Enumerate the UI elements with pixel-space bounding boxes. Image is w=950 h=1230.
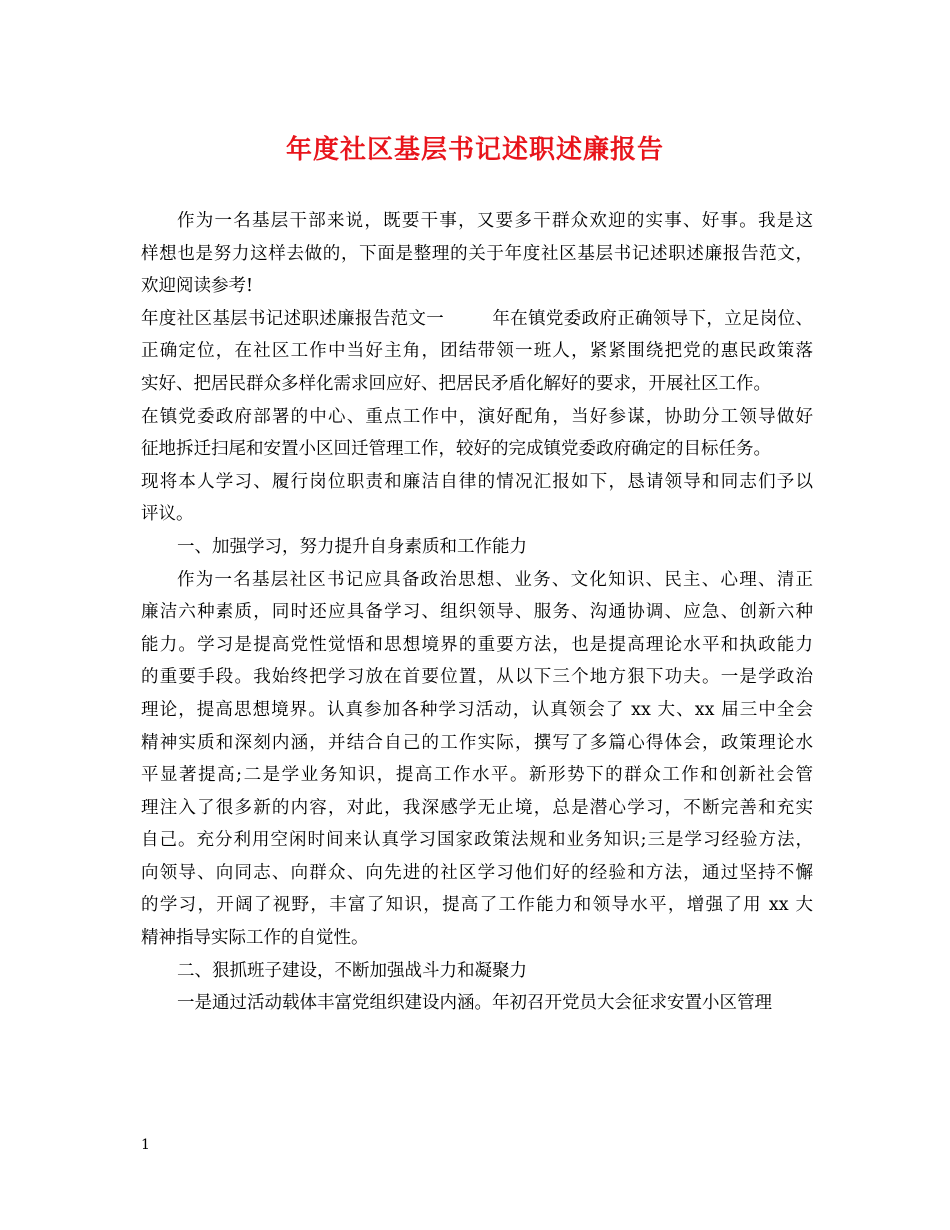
section-heading: 一、加强学习，努力提升自身素质和工作能力 [177, 536, 527, 557]
paragraph-line: 理注入了很多新的内容，对此，我深感学无止境，总是潜心学习，不断完善和充实 [141, 797, 813, 818]
document-body [141, 205, 813, 1020]
paragraph-line: 精神实质和深刻内涵，并结合自己的工作实际，撰写了多篇心得体会，政策理论水 [141, 732, 813, 753]
paragraph-line: 样想也是努力这样去做的，下面是整理的关于年度社区基层书记述职述廉报告范文， [141, 243, 813, 264]
paragraph-line: 自己。充分利用空闲时间来认真学习国家政策法规和业务知识;三是学习经验方法， [141, 830, 813, 851]
paragraph-line [141, 303, 813, 336]
paragraph-line: 作为一名基层干部来说，既要干事，又要多干群众欢迎的实事、好事。我是这 [177, 211, 813, 231]
paragraph-line: 能力。学习是提高党性觉悟和思想境界的重要方法，也是提高理论水平和执政能力 [141, 634, 813, 655]
paragraph-line: 正确定位，在社区工作中当好主角，团结带领一班人，紧紧围绕把党的惠民政策落 [141, 341, 813, 362]
section-heading: 二、狠抓班子建设，不断加强战斗力和凝聚力 [177, 960, 527, 981]
paragraph-line: 在镇党委政府部署的中心、重点工作中，演好配角，当好参谋，协助分工领导做好 [141, 406, 813, 427]
paragraph-line: 廉洁六种素质，同时还应具备学习、组织领导、服务、沟通协调、应急、创新六种 [141, 602, 813, 623]
paragraph-line: 向领导、向同志、向群众、向先进的社区学习他们好的经验和方法，通过坚持不懈 [141, 862, 813, 883]
paragraph-line: 理论，提高思想境界。认真参加各种学习活动，认真领会了 xx 大、xx 届三中全会 [141, 699, 813, 720]
paragraph-line: 欢迎阅读参考! [141, 276, 254, 297]
paragraph-line: 平显著提高;二是学业务知识，提高工作水平。新形势下的群众工作和创新社会管 [141, 765, 813, 786]
paragraph-line: 作为一名基层社区书记应具备政治思想、业务、文化知识、民主、心理、清正 [177, 569, 813, 590]
paragraph-line: 征地拆迁扫尾和安置小区回迁管理工作，较好的完成镇党委政府确定的目标任务。 [141, 439, 771, 460]
paragraph-line: 评议。 [141, 504, 194, 525]
paragraph-line: 一是通过活动载体丰富党组织建设内涵。年初召开党员大会征求安置小区管理 [177, 993, 772, 1014]
paragraph-line: 实好、把居民群众多样化需求回应好、把居民矛盾化解好的要求，开展社区工作。 [141, 373, 771, 394]
paragraph-line: 现将本人学习、履行岗位职责和廉洁自律的情况汇报如下，恳请领导和同志们予以 [141, 471, 813, 492]
paragraph-line: 精神指导实际工作的自觉性。 [141, 928, 369, 949]
paragraph-line: 的学习，开阔了视野，丰富了知识，提高了工作能力和领导水平，增强了用 xx 大 [141, 895, 813, 916]
section-heading-inline: 年度社区基层书记述职述廉报告范文一 [141, 308, 445, 329]
page-number: 1 [141, 1137, 150, 1153]
paragraph-text-inline: 年在镇党委政府正确领导下，立足岗位、 [492, 308, 813, 329]
paragraph-line: 的重要手段。我始终把学习放在首要位置，从以下三个地方狠下功夫。一是学政治 [141, 667, 813, 688]
document-title: 年度社区基层书记述职述廉报告 [285, 135, 664, 165]
